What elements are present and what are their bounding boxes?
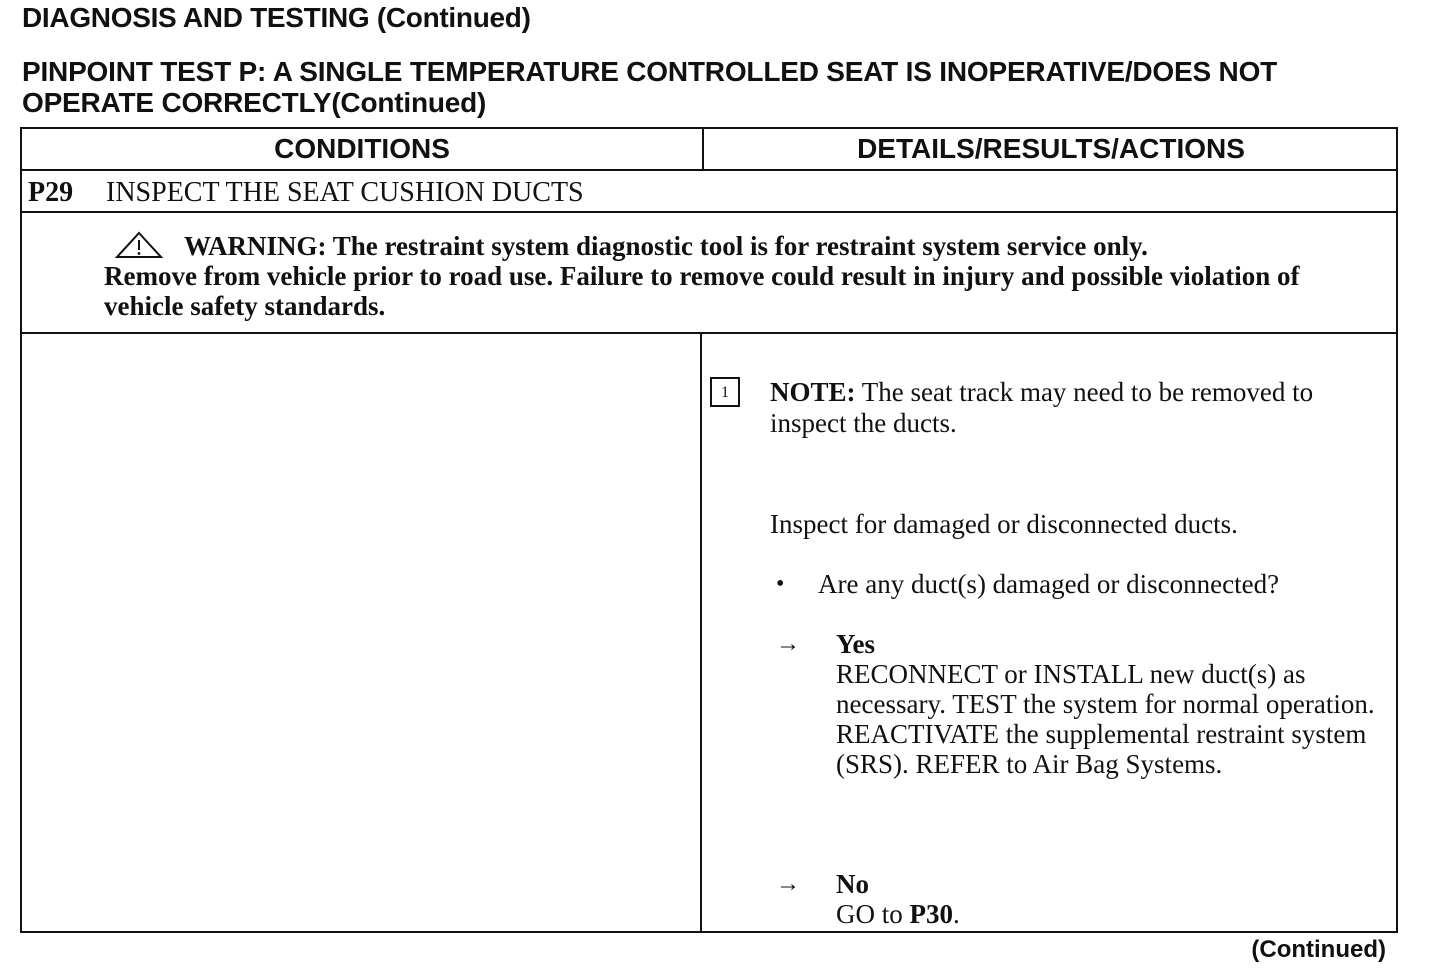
step-id: P29 — [28, 177, 74, 208]
details-column-header: DETAILS/RESULTS/ACTIONS — [857, 133, 1245, 164]
no-arrow-icon: → — [776, 871, 800, 897]
step-divider — [22, 211, 1396, 213]
warning-block — [104, 231, 1354, 321]
no-target-step: P30 — [909, 899, 953, 929]
warning-divider — [22, 332, 1396, 334]
warning-triangle-icon — [114, 231, 164, 259]
test-title-suffix: (Continued) — [331, 87, 487, 118]
warning-line-1: WARNING: The restraint system diagnostic tool is for restraint system service only. — [184, 231, 1148, 261]
conditions-column-header: CONDITIONS — [274, 133, 450, 164]
no-label: No — [836, 869, 869, 899]
substep-number-box: 1 — [710, 377, 740, 407]
step-title: INSPECT THE SEAT CUSHION DUCTS — [106, 177, 584, 208]
section-title: DIAGNOSIS AND TESTING (Continued) — [22, 2, 531, 33]
note-text — [770, 377, 1380, 439]
yes-label: Yes — [836, 629, 875, 659]
inspect-instruction: Inspect for damaged or disconnected ducts. — [770, 509, 1238, 539]
note-body: The seat track may need to be removed to inspect the ducts. — [770, 377, 1314, 438]
yes-arrow-icon: → — [776, 631, 800, 657]
bullet: • — [776, 571, 785, 597]
header-column-divider — [702, 129, 704, 171]
step-row — [28, 177, 584, 209]
pinpoint-test-table — [20, 127, 1398, 933]
body-column-divider — [700, 334, 702, 931]
no-action-text: GO to P30. — [836, 899, 960, 929]
yes-action-text: RECONNECT or INSTALL new duct(s) as necessary. TEST the system for normal operation. REACTIVATE the supplemental restraint system (SRS). REFER to Air Bag Systems. — [836, 659, 1375, 779]
test-title-main: PINPOINT TEST P: A SINGLE TEMPERATURE CONTROLLED SEAT IS INOPERATIVE/DOES NOT OPERATE CORRECTLY — [22, 56, 1278, 118]
header-divider — [22, 169, 1396, 171]
note-label: NOTE: — [770, 377, 856, 407]
pinpoint-test-title — [22, 56, 1402, 118]
no-result — [836, 869, 1376, 929]
warning-text-rest: Remove from vehicle prior to road use. Failure to remove could result in injury and possible violation of vehicle safety standards. — [104, 261, 1300, 321]
yes-result — [836, 629, 1376, 779]
continued-footer: (Continued) — [1251, 936, 1386, 963]
test-question: Are any duct(s) damaged or disconnected? — [818, 569, 1280, 599]
